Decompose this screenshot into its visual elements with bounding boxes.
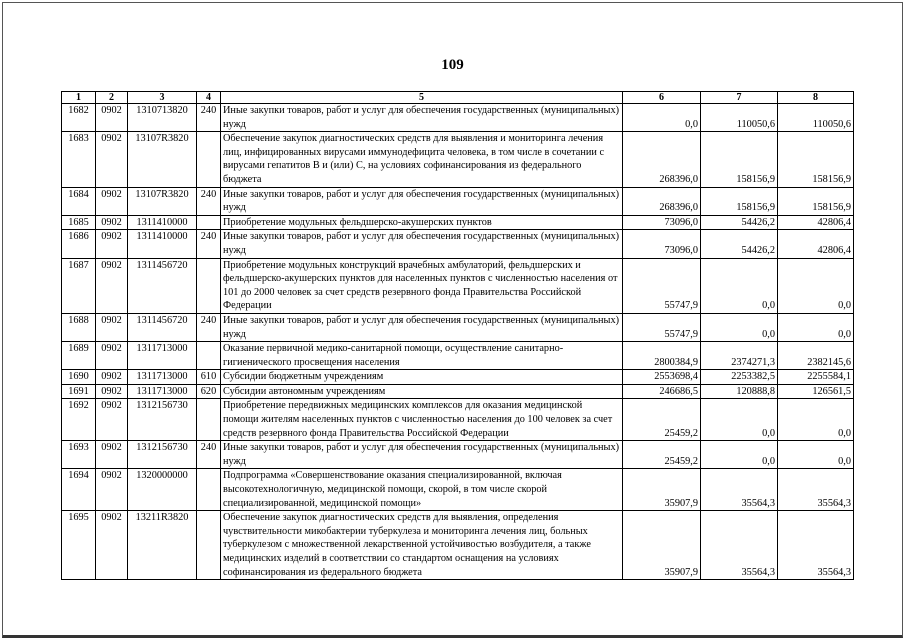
target-article: 1311713000 — [128, 370, 197, 385]
amount-col6: 35907,9 — [623, 511, 701, 580]
amount-col6: 55747,9 — [623, 313, 701, 341]
target-article: 1312156730 — [128, 441, 197, 469]
amount-col6: 268396,0 — [623, 132, 701, 187]
amount-col6: 35907,9 — [623, 469, 701, 511]
expense-type: 240 — [197, 441, 221, 469]
row-number: 1693 — [62, 441, 96, 469]
section-code: 0902 — [96, 342, 128, 370]
expense-type — [197, 258, 221, 313]
row-number: 1692 — [62, 399, 96, 441]
expense-type: 240 — [197, 313, 221, 341]
amount-col6: 73096,0 — [623, 215, 701, 230]
table-row — [62, 104, 854, 132]
amount-col7: 0,0 — [701, 399, 778, 441]
budget-table — [61, 91, 854, 580]
target-article: 13107R3820 — [128, 187, 197, 215]
item-name: Субсидии автономным учреждениям — [221, 384, 623, 399]
target-article: 1311713000 — [128, 342, 197, 370]
amount-col7: 2374271,3 — [701, 342, 778, 370]
col-header: 1 — [62, 92, 96, 104]
target-article: 1311456720 — [128, 313, 197, 341]
section-code: 0902 — [96, 215, 128, 230]
amount-col8: 158156,9 — [778, 132, 854, 187]
table-body — [62, 104, 854, 580]
row-number: 1695 — [62, 511, 96, 580]
col-header: 5 — [221, 92, 623, 104]
target-article: 1311410000 — [128, 215, 197, 230]
col-header: 6 — [623, 92, 701, 104]
section-code: 0902 — [96, 441, 128, 469]
item-name: Приобретение модульных фельдшерско-акушерских пунктов — [221, 215, 623, 230]
table-row — [62, 399, 854, 441]
amount-col7: 0,0 — [701, 313, 778, 341]
item-name: Иные закупки товаров, работ и услуг для обеспечения государственных (муниципальных) нужд — [221, 187, 623, 215]
expense-type: 240 — [197, 230, 221, 258]
table-row — [62, 230, 854, 258]
expense-type — [197, 215, 221, 230]
col-header: 3 — [128, 92, 197, 104]
amount-col8: 35564,3 — [778, 469, 854, 511]
amount-col8: 110050,6 — [778, 104, 854, 132]
table-row — [62, 342, 854, 370]
expense-type — [197, 511, 221, 580]
amount-col8: 0,0 — [778, 399, 854, 441]
amount-col7: 54426,2 — [701, 230, 778, 258]
amount-col6: 0,0 — [623, 104, 701, 132]
table-row — [62, 511, 854, 580]
row-number: 1686 — [62, 230, 96, 258]
section-code: 0902 — [96, 399, 128, 441]
col-header: 7 — [701, 92, 778, 104]
section-code: 0902 — [96, 313, 128, 341]
amount-col8: 158156,9 — [778, 187, 854, 215]
table-row — [62, 215, 854, 230]
row-number: 1691 — [62, 384, 96, 399]
section-code: 0902 — [96, 469, 128, 511]
amount-col7: 120888,8 — [701, 384, 778, 399]
item-name: Субсидии бюджетным учреждениям — [221, 370, 623, 385]
target-article: 13107R3820 — [128, 132, 197, 187]
amount-col8: 2255584,1 — [778, 370, 854, 385]
section-code: 0902 — [96, 187, 128, 215]
item-name: Обеспечение закупок диагностических средств для выявления и мониторинга лечения лиц, инфицированных вирусами иммунодефицита человека, в том числе в сочетании с вирусами гепатитов В и (или) С, на условиях софинансирования из федерального бюджета — [221, 132, 623, 187]
amount-col8: 42806,4 — [778, 215, 854, 230]
amount-col6: 268396,0 — [623, 187, 701, 215]
expense-type: 620 — [197, 384, 221, 399]
row-number: 1688 — [62, 313, 96, 341]
amount-col7: 54426,2 — [701, 215, 778, 230]
row-number: 1684 — [62, 187, 96, 215]
item-name: Оказание первичной медико-санитарной помощи, осуществление санитарно-гигиенического просвещения населения — [221, 342, 623, 370]
row-number: 1682 — [62, 104, 96, 132]
item-name: Иные закупки товаров, работ и услуг для обеспечения государственных (муниципальных) нужд — [221, 313, 623, 341]
item-name: Приобретение передвижных медицинских комплексов для оказания медицинской помощи жителям населенных пунктов с численностью населения до 100 человек за счет средств резервного фонда Правительства Российской Федерации — [221, 399, 623, 441]
expense-type — [197, 132, 221, 187]
col-header: 2 — [96, 92, 128, 104]
expense-type: 610 — [197, 370, 221, 385]
amount-col8: 0,0 — [778, 258, 854, 313]
amount-col6: 25459,2 — [623, 399, 701, 441]
table-row — [62, 441, 854, 469]
amount-col7: 158156,9 — [701, 132, 778, 187]
target-article: 1312156730 — [128, 399, 197, 441]
table-row — [62, 187, 854, 215]
section-code: 0902 — [96, 230, 128, 258]
row-number: 1690 — [62, 370, 96, 385]
amount-col7: 0,0 — [701, 258, 778, 313]
item-name: Приобретение модульных конструкций врачебных амбулаторий, фельдшерских и фельдшерско-акушерских пунктов для населенных пунктов с численностью населения от 101 до 2000 человек за счет средств резервного фонда Правительства Российской Федерации — [221, 258, 623, 313]
amount-col6: 73096,0 — [623, 230, 701, 258]
amount-col8: 42806,4 — [778, 230, 854, 258]
section-code: 0902 — [96, 258, 128, 313]
header-row — [62, 92, 854, 104]
item-name: Иные закупки товаров, работ и услуг для обеспечения государственных (муниципальных) нужд — [221, 104, 623, 132]
item-name: Иные закупки товаров, работ и услуг для обеспечения государственных (муниципальных) нужд — [221, 441, 623, 469]
amount-col8: 35564,3 — [778, 511, 854, 580]
amount-col7: 0,0 — [701, 441, 778, 469]
amount-col7: 35564,3 — [701, 469, 778, 511]
item-name: Иные закупки товаров, работ и услуг для обеспечения государственных (муниципальных) нужд — [221, 230, 623, 258]
target-article: 1311456720 — [128, 258, 197, 313]
amount-col7: 158156,9 — [701, 187, 778, 215]
amount-col8: 0,0 — [778, 313, 854, 341]
amount-col6: 246686,5 — [623, 384, 701, 399]
col-header: 4 — [197, 92, 221, 104]
section-code: 0902 — [96, 370, 128, 385]
page-number: 109 — [441, 57, 464, 73]
row-number: 1687 — [62, 258, 96, 313]
target-article: 1320000000 — [128, 469, 197, 511]
row-number: 1694 — [62, 469, 96, 511]
target-article: 1311410000 — [128, 230, 197, 258]
amount-col6: 55747,9 — [623, 258, 701, 313]
section-code: 0902 — [96, 104, 128, 132]
expense-type: 240 — [197, 104, 221, 132]
table-row — [62, 258, 854, 313]
amount-col8: 126561,5 — [778, 384, 854, 399]
section-code: 0902 — [96, 132, 128, 187]
table-row — [62, 313, 854, 341]
col-header: 8 — [778, 92, 854, 104]
amount-col7: 35564,3 — [701, 511, 778, 580]
target-article: 1310713820 — [128, 104, 197, 132]
expense-type — [197, 342, 221, 370]
target-article: 13211R3820 — [128, 511, 197, 580]
row-number: 1685 — [62, 215, 96, 230]
item-name: Подпрограмма «Совершенствование оказания специализированной, включая высокотехнологичную, медицинской помощи, скорой, в том числе скорой специализированной, медицинской помощи» — [221, 469, 623, 511]
section-code: 0902 — [96, 384, 128, 399]
table-row — [62, 370, 854, 385]
table-row — [62, 132, 854, 187]
row-number: 1689 — [62, 342, 96, 370]
amount-col7: 110050,6 — [701, 104, 778, 132]
amount-col6: 2800384,9 — [623, 342, 701, 370]
table-row — [62, 469, 854, 511]
table-row — [62, 384, 854, 399]
expense-type — [197, 469, 221, 511]
amount-col7: 2253382,5 — [701, 370, 778, 385]
amount-col6: 25459,2 — [623, 441, 701, 469]
target-article: 1311713000 — [128, 384, 197, 399]
expense-type: 240 — [197, 187, 221, 215]
section-code: 0902 — [96, 511, 128, 580]
amount-col6: 2553698,4 — [623, 370, 701, 385]
row-number: 1683 — [62, 132, 96, 187]
amount-col8: 0,0 — [778, 441, 854, 469]
expense-type — [197, 399, 221, 441]
amount-col8: 2382145,6 — [778, 342, 854, 370]
item-name: Обеспечение закупок диагностических средств для выявления, определения чувствительности микобактерии туберкулеза и мониторинга лечения лиц, больных туберкулезом с множественной лекарственной устойчивостью возбудителя, а также медицинских изделий в соответствии со стандартом оснащения на условиях софинансирования из федерального бюджета — [221, 511, 623, 580]
